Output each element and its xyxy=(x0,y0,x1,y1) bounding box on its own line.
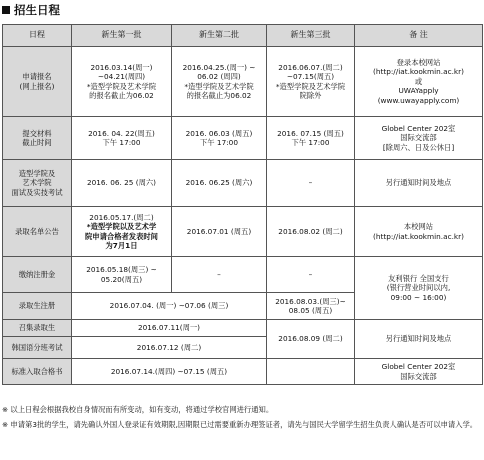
cell-result-note: 本校网站 (http://iat.kookmin.ac.kr) xyxy=(355,207,483,257)
cell-apply-batch3: 2016.06.07.(周二) ~07.15(周五) *造型学院及艺术学院 院除外 xyxy=(267,47,355,117)
row-label-korean: 韩国语分班考试 xyxy=(3,337,72,359)
footnote-2: ※ 申请第3批的学生，请先确认外国人登录证有效期限,因期限已过需要重新办理签证者，请先与国民大学留学生招生负责人确认是否可以申请入学。 xyxy=(2,419,478,429)
row-label-submit: 提交材料 截止时间 xyxy=(3,117,72,160)
footnotes xyxy=(2,404,482,433)
cell-fee-batch2: – xyxy=(172,257,267,293)
table-row xyxy=(3,117,483,160)
table-row xyxy=(3,257,483,293)
cell-orientation-batch12: 2016.07.11(周一) xyxy=(72,320,267,337)
header-schedule: 日程 xyxy=(3,25,72,47)
table-header-row xyxy=(3,25,483,47)
footnote-1: ※ 以上日程会根据我校自身情况而有所变动，如有变动，将通过学校官网进行通知。 xyxy=(2,405,274,414)
cell-submit-batch2: 2016. 06.03 (周五) 下午 17:00 xyxy=(172,117,267,160)
header-batch1: 新生第一批 xyxy=(72,25,172,47)
cell-interview-batch3: – xyxy=(267,160,355,207)
table-row xyxy=(3,207,483,257)
table-row xyxy=(3,160,483,207)
section-title-text: 招生日程 xyxy=(14,3,60,17)
row-label-result: 录取名单公告 xyxy=(3,207,72,257)
cell-submit-batch1: 2016. 04. 22(周五) 下午 17:00 xyxy=(72,117,172,160)
row-label-fee: 缴纳注册金 xyxy=(3,257,72,293)
cell-interview-note: 另行通知时间及地点 xyxy=(355,160,483,207)
cell-result-batch3: 2016.08.02 (周二) xyxy=(267,207,355,257)
cell-fee-note: 友利银行 全国支行 (银行营业时间以内, 09:00 ~ 16:00) xyxy=(355,257,483,320)
row-label-interview: 造型学院及 艺术学院 面试及实技考试 xyxy=(3,160,72,207)
row-label-enroll: 录取生注册 xyxy=(3,293,72,320)
header-batch3: 新生第三批 xyxy=(267,25,355,47)
row-label-apply: 申请报名 (网上报名) xyxy=(3,47,72,117)
cell-korean-batch3: 2016.08.09 (周二) xyxy=(267,320,355,359)
section-title xyxy=(2,2,60,18)
cell-interview-batch2: 2016. 06.25 (周六) xyxy=(172,160,267,207)
cell-orientation-note: 另行通知时间及地点 xyxy=(355,320,483,359)
cell-letter-batch3 xyxy=(267,359,355,385)
cell-enroll-batch3: 2016.08.03.(周三)~ 08.05 (周五) xyxy=(267,293,355,320)
row-label-letter: 标准入取合格书 xyxy=(3,359,72,385)
cell-korean-batch12: 2016.07.12 (周二) xyxy=(72,337,267,359)
table-row xyxy=(3,47,483,117)
row-label-orientation: 召集录取生 xyxy=(3,320,72,337)
square-bullet-icon xyxy=(2,6,10,14)
header-note: 备 注 xyxy=(355,25,483,47)
cell-enroll-batch12: 2016.07.04. (周一) ~07.06 (周三) xyxy=(72,293,267,320)
cell-apply-batch1: 2016.03.14(周一) ~04.21(周四) *造型学院及艺术学院 的报名截止为06.02 xyxy=(72,47,172,117)
table-row xyxy=(3,359,483,385)
cell-apply-batch2: 2016.04.25.(周一) ~ 06.02 (周四) *造型学院及艺术学院 的报名截止为06.02 xyxy=(172,47,267,117)
cell-interview-batch1: 2016. 06. 25 (周六) xyxy=(72,160,172,207)
cell-letter-batch12: 2016.07.14.(周四) ~07.15 (周五) xyxy=(72,359,267,385)
cell-fee-batch3: – xyxy=(267,257,355,293)
header-batch2: 新生第二批 xyxy=(172,25,267,47)
cell-result-batch2: 2016.07.01 (周五) xyxy=(172,207,267,257)
cell-submit-note: Globel Center 202室 国际交流部 [除周六、日及公休日] xyxy=(355,117,483,160)
cell-result-batch1: 2016.05.17.(周二) *造型学院以及艺术学 院申请合格者发表时间 为7月1日 xyxy=(72,207,172,257)
cell-fee-batch1: 2016.05.18(周三) ~ 05.20(周五) xyxy=(72,257,172,293)
cell-apply-note: 登录本校网站 (http://iat.kookmin.ac.kr) 或 UWAYapply (www.uwayapply.com) xyxy=(355,47,483,117)
cell-submit-batch3: 2016. 07.15 (周五) 下午 17:00 xyxy=(267,117,355,160)
table-row xyxy=(3,320,483,337)
admission-schedule-table xyxy=(2,24,483,385)
cell-letter-note: Globel Center 202室 国际交流部 xyxy=(355,359,483,385)
